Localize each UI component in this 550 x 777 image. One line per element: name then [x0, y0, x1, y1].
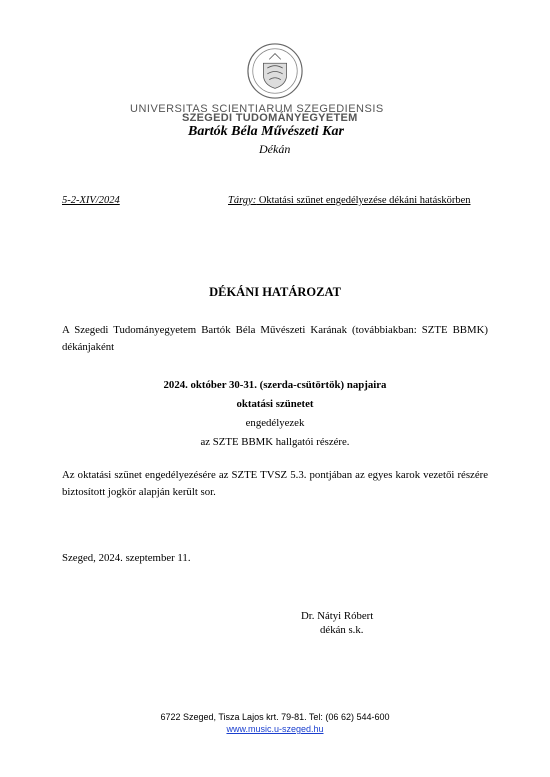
reference-number: 5-2-XIV/2024	[62, 195, 120, 206]
subject-label: Tárgy:	[228, 195, 257, 206]
decision-recipients: az SZTE BBMK hallgatói részére.	[200, 436, 350, 448]
decision-verb: engedélyezek	[245, 417, 305, 429]
decision-dates: 2024. október 30-31. (szerda-csütörtök) napjaira	[163, 379, 387, 391]
office-title: Dékán	[259, 142, 291, 156]
place-date: Szeged, 2024. szeptember 11.	[62, 552, 191, 564]
footer-address: 6722 Szeged, Tisza Lajos krt. 79-81. Tel: (06 62) 544-600	[160, 712, 390, 722]
university-seal-icon	[246, 42, 304, 100]
faculty-name: Bartók Béla Művészeti Kar	[188, 124, 344, 139]
university-name-latin: UNIVERSITAS SCIENTIARUM SZEGEDIENSIS	[130, 103, 384, 115]
justification-paragraph: Az oktatási szünet engedélyezésére az SZTE TVSZ 5.3. pontjában az egyes karok vezetői részére biztosított jogkör alapján került sor.	[62, 469, 488, 498]
decision-subject: oktatási szünetet	[236, 398, 314, 410]
intro-paragraph: A Szegedi Tudományegyetem Bartók Béla Művészeti Karának (továbbiakban: SZTE BBMK) dékánjaként	[62, 324, 488, 353]
signatory-name: Dr. Nátyi Róbert	[301, 610, 374, 622]
footer-website-link[interactable]: www.music.u-szeged.hu	[226, 724, 324, 734]
signatory-role: dékán s.k.	[320, 624, 364, 636]
subject-text: Oktatási szünet engedélyezése dékáni hatáskörben	[256, 195, 471, 206]
university-name-hungarian: SZEGEDI TUDOMÁNYEGYETEM	[182, 112, 358, 124]
subject-line	[228, 195, 471, 206]
document-title: DÉKÁNI HATÁROZAT	[209, 285, 341, 299]
